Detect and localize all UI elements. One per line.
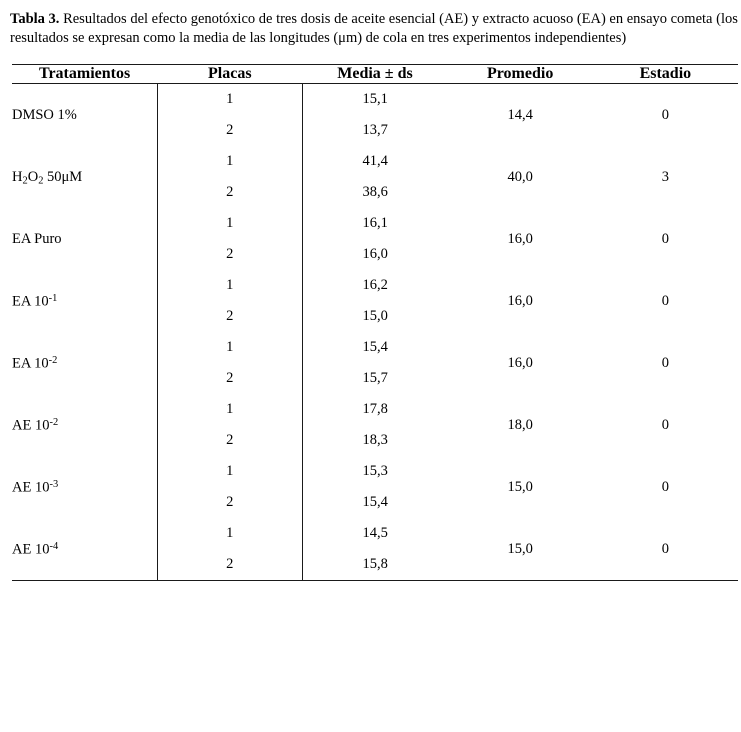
cell-estadio: 0	[661, 106, 669, 123]
cell-placa: 1	[157, 84, 302, 115]
cell-placa: 1	[157, 518, 302, 549]
column-header-placas: Placas	[208, 65, 252, 83]
cell-media: 18,3	[362, 432, 388, 449]
cell-media: 17,8	[362, 401, 388, 418]
cell-tratamiento: EA $10^{-1}$	[12, 292, 58, 309]
cell-media: 15,0	[362, 308, 388, 325]
cell-promedio: 15,0	[507, 478, 533, 495]
cell-media: 15,4	[362, 339, 388, 356]
cell-estadio: 0	[661, 416, 669, 433]
cell-tratamiento: $H_2O_2$ 50μM	[12, 168, 83, 186]
cell-media: 16,2	[362, 277, 388, 294]
cell-tratamiento: AE $10^{-2}$	[12, 416, 59, 433]
cell-placa: 2	[157, 549, 302, 581]
cell-placa: 1	[157, 332, 302, 363]
table-row	[12, 146, 738, 177]
cell-media: 16,0	[362, 246, 388, 263]
column-header-promedio: Promedio	[486, 65, 554, 83]
cell-placa: 1	[157, 146, 302, 177]
cell-placa: 2	[157, 487, 302, 518]
cell-estadio: 0	[661, 230, 669, 247]
table-row	[12, 84, 738, 115]
cell-promedio: 40,0	[507, 168, 533, 185]
cell-media: 15,8	[362, 556, 388, 573]
table-caption	[10, 10, 738, 48]
cell-tratamiento: EA Puro	[12, 230, 62, 247]
cell-estadio: 0	[661, 540, 669, 557]
table-rule-bottom	[12, 581, 738, 582]
table-row	[12, 518, 738, 549]
caption-label: Tabla 3.	[10, 11, 60, 27]
table-row	[12, 456, 738, 487]
cell-placa: 2	[157, 115, 302, 146]
cell-placa: 1	[157, 456, 302, 487]
table-row	[12, 332, 738, 363]
cell-tratamiento: AE $10^{-3}$	[12, 478, 59, 495]
cell-media: 15,7	[362, 370, 388, 387]
cell-estadio: 0	[661, 292, 669, 309]
cell-placa: 1	[157, 394, 302, 425]
cell-placa: 2	[157, 301, 302, 332]
cell-placa: 2	[157, 425, 302, 456]
cell-promedio: 18,0	[507, 416, 533, 433]
cell-tratamiento: DMSO 1%	[12, 106, 77, 123]
results-table	[12, 64, 738, 581]
cell-placa: 2	[157, 177, 302, 208]
cell-promedio: 16,0	[507, 292, 533, 309]
cell-tratamiento: EA $10^{-2}$	[12, 354, 58, 371]
cell-media: 16,1	[362, 215, 388, 232]
cell-media: 14,5	[362, 525, 388, 542]
table-row	[12, 394, 738, 425]
cell-placa: 1	[157, 208, 302, 239]
cell-placa: 1	[157, 270, 302, 301]
cell-estadio: 0	[661, 354, 669, 371]
cell-media: 38,6	[362, 184, 388, 201]
cell-media: 13,7	[362, 122, 388, 139]
cell-media: 41,4	[362, 153, 388, 170]
cell-estadio: 3	[661, 168, 669, 185]
column-header-estadio: Estadio	[639, 65, 692, 83]
table-body	[12, 84, 738, 581]
cell-media: 15,3	[362, 463, 388, 480]
table-row	[12, 270, 738, 301]
table-row	[12, 208, 738, 239]
cell-promedio: 16,0	[507, 230, 533, 247]
cell-promedio: 14,4	[507, 106, 533, 123]
column-header-tratamientos: Tratamientos	[38, 65, 131, 83]
table-header-row	[12, 65, 738, 84]
cell-promedio: 15,0	[507, 540, 533, 557]
cell-estadio: 0	[661, 478, 669, 495]
cell-tratamiento: AE $10^{-4}$	[12, 540, 59, 557]
cell-promedio: 16,0	[507, 354, 533, 371]
cell-media: 15,4	[362, 494, 388, 511]
column-header-media: Media ± ds	[337, 65, 413, 83]
cell-media: 15,1	[362, 91, 388, 108]
cell-placa: 2	[157, 363, 302, 394]
cell-placa: 2	[157, 239, 302, 270]
caption-text: Resultados del efecto genotóxico de tres dosis de aceite esencial (AE) y extracto acuoso (EA) en ensayo cometa (los resultados se expresan como la media de las longitudes (μm) de cola en tres experimentos independientes)	[10, 11, 738, 47]
